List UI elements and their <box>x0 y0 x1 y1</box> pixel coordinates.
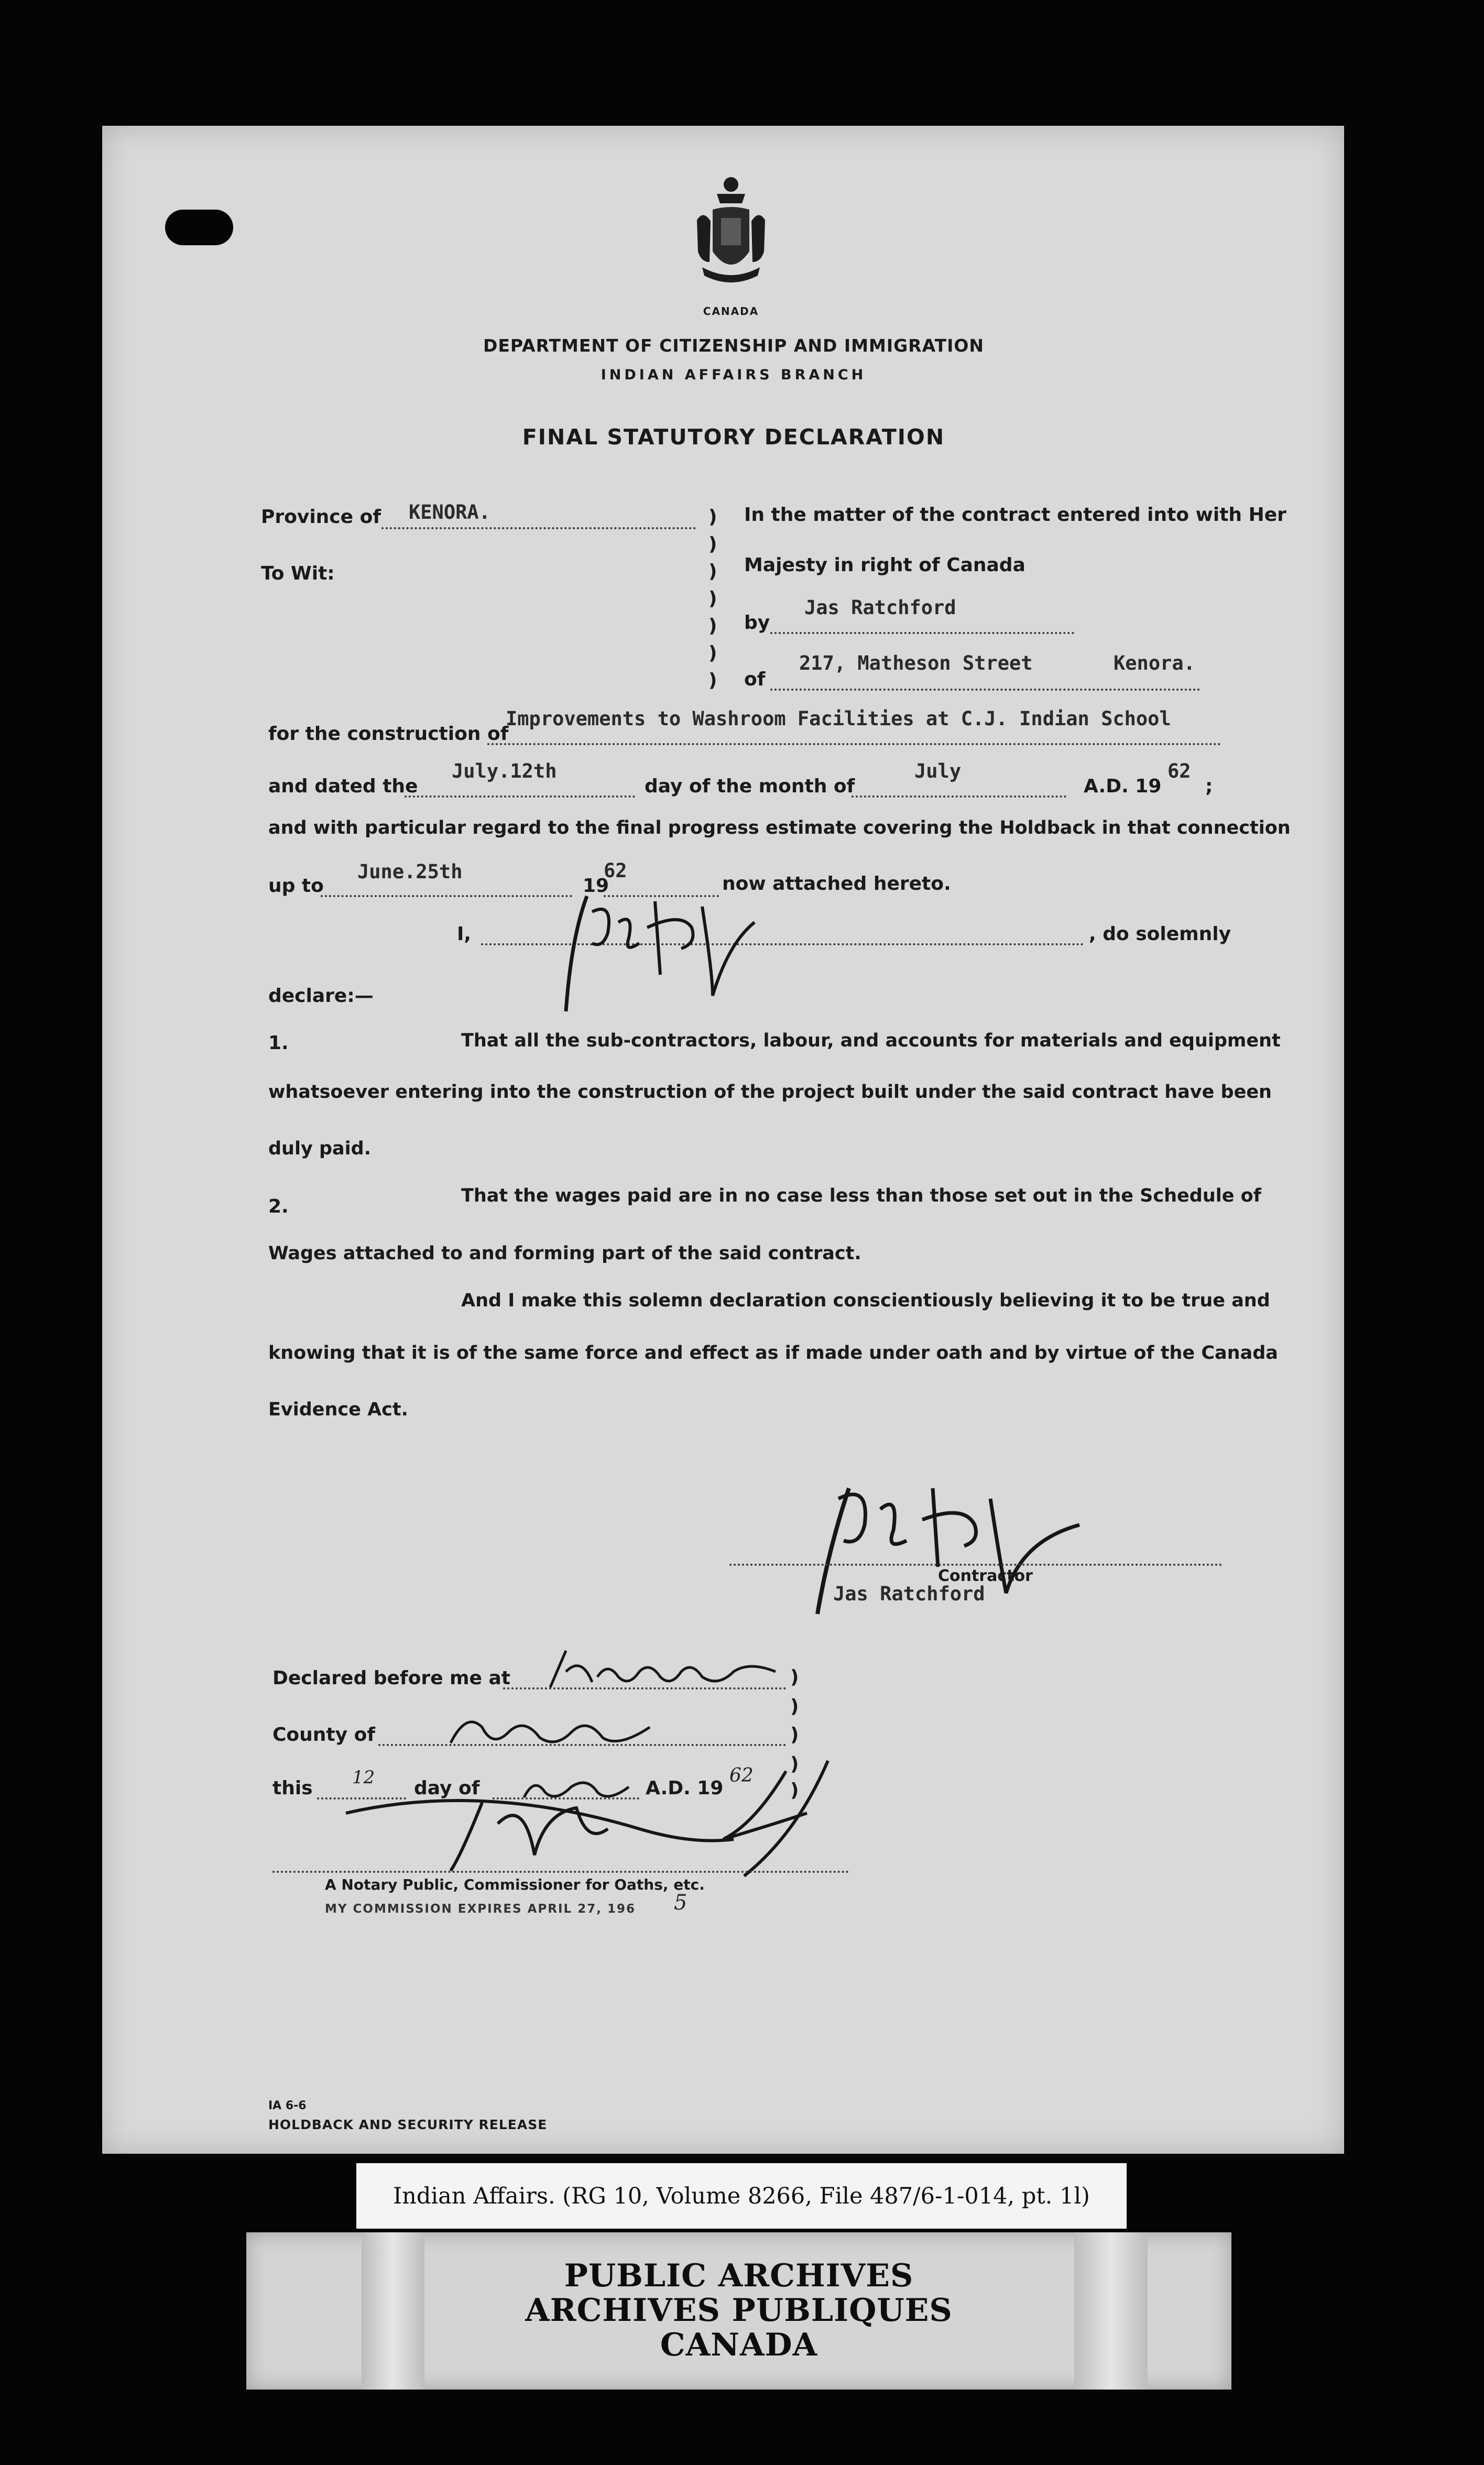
province-label: Province of <box>261 506 381 528</box>
archive-stamp-line-2: ARCHIVES PUBLIQUES <box>525 2292 953 2329</box>
day-of-label: day of <box>414 1777 480 1799</box>
form-code: IA 6-6 <box>268 2099 307 2112</box>
notary-label: A Notary Public, Commissioner for Oaths, etc. <box>325 1876 705 1893</box>
solemn-line-1: And I make this solemn declaration conscientiously believing it to be true and <box>461 1290 1270 1311</box>
month-line <box>852 795 1066 798</box>
declared-label: Declared before me at <box>272 1667 510 1689</box>
declarant-signature <box>555 891 776 1017</box>
bracket: ) <box>708 642 717 664</box>
province-line <box>381 527 696 529</box>
declare-label: declare:— <box>268 985 374 1007</box>
construction-value: Improvements to Washroom Facilities at C.J. Indian School <box>506 707 1171 730</box>
page-title: FINAL STATUTORY DECLARATION <box>522 424 945 450</box>
bracket: ) <box>790 1696 799 1717</box>
county-label: County of <box>272 1724 376 1746</box>
contractor-printed-name: Jas Ratchford <box>833 1583 985 1605</box>
declared-ad-label: A.D. 19 <box>646 1777 724 1799</box>
regard-line: and with particular regard to the final progress estimate covering the Holdback in that connection <box>268 817 1291 838</box>
bracket: ) <box>790 1780 799 1801</box>
matter-line-2: Majesty in right of Canada <box>744 554 1025 576</box>
clause-1-line-1: That all the sub-contractors, labour, and accounts for materials and equipment <box>461 1030 1281 1051</box>
construction-label: for the construction of <box>268 723 509 745</box>
notary-signature <box>325 1750 859 1886</box>
matter-line-1: In the matter of the contract entered into with Her <box>744 504 1286 526</box>
contractor-name-value: Jas Ratchford <box>804 596 956 619</box>
province-value: KENORA. <box>409 501 490 523</box>
commission-label: MY COMMISSION EXPIRES APRIL 27, 196 <box>325 1902 636 1916</box>
clause-2-line-2: Wages attached to and forming part of the said contract. <box>268 1243 861 1264</box>
declared-ad-year-value: 62 <box>729 1765 754 1786</box>
form-name: HOLDBACK AND SECURITY RELEASE <box>268 2117 548 2132</box>
bracket: ) <box>708 615 717 637</box>
dated-label: and dated the <box>268 776 418 797</box>
of-line <box>770 689 1200 691</box>
coat-of-arms-icon <box>692 173 770 299</box>
department-heading: DEPARTMENT OF CITIZENSHIP AND IMMIGRATION <box>483 335 985 356</box>
construction-line <box>487 743 1221 745</box>
bracket: ) <box>790 1666 799 1688</box>
country-label: CANADA <box>703 305 759 318</box>
clause-1-line-2: whatsoever entering into the construction of the project built under the said contract have been <box>268 1082 1272 1103</box>
bracket: ) <box>708 533 717 555</box>
month-label: day of the month of <box>645 776 855 797</box>
archive-stamp <box>246 2232 1231 2390</box>
this-day-value: 12 <box>352 1767 375 1788</box>
contractor-signature-line <box>729 1564 1222 1566</box>
of-label: of <box>744 669 766 690</box>
attached-label: now attached hereto. <box>722 873 951 895</box>
to-wit-label: To Wit: <box>261 563 335 584</box>
by-label: by <box>744 612 770 634</box>
address-street-value: 217, Matheson Street <box>799 652 1033 674</box>
contractor-role-label: Contractor <box>938 1567 1033 1585</box>
solemnly-label: , do solemnly <box>1089 923 1231 945</box>
bracket: ) <box>790 1724 799 1746</box>
branch-heading: INDIAN AFFAIRS BRANCH <box>601 367 867 383</box>
bracket: ) <box>708 670 717 691</box>
upto-year-label: 19 <box>583 875 609 897</box>
dated-line <box>405 795 635 798</box>
commission-year-value: 5 <box>674 1891 688 1915</box>
month-value: July <box>914 760 962 782</box>
bracket: ) <box>708 506 717 528</box>
bracket: ) <box>790 1753 799 1775</box>
archive-reference-label <box>356 2163 1127 2229</box>
solemn-line-2: knowing that it is of the same force and effect as if made under oath and by virtue of the Canada <box>268 1343 1278 1364</box>
archive-reference-text: Indian Affairs. (RG 10, Volume 8266, File 487/6-1-014, pt. 1l) <box>393 2183 1090 2209</box>
clause-2-line-1: That the wages paid are in no case less than those set out in the Schedule of <box>461 1185 1261 1206</box>
upto-line <box>321 895 572 897</box>
solemn-line-3: Evidence Act. <box>268 1399 408 1420</box>
county-handwriting <box>445 1706 655 1753</box>
clause-1-number: 1. <box>268 1032 289 1054</box>
upto-value: June.25th <box>357 860 463 883</box>
archive-stamp-line-1: PUBLIC ARCHIVES <box>564 2257 914 2294</box>
ad-label: A.D. 19 <box>1084 776 1162 797</box>
i-label: I, <box>457 923 472 945</box>
by-line <box>770 632 1074 634</box>
notary-signature-line <box>272 1871 849 1873</box>
bracket: ) <box>708 588 717 609</box>
upto-label: up to <box>268 875 324 897</box>
upto-year-value: 62 <box>604 859 627 882</box>
ad-suffix: ; <box>1205 776 1213 797</box>
declared-place-handwriting <box>545 1640 786 1698</box>
dated-value: July.12th <box>452 760 557 782</box>
punch-hole <box>165 210 233 245</box>
clause-2-number: 2. <box>268 1196 289 1217</box>
address-city-value: Kenora. <box>1114 652 1195 674</box>
this-label: this <box>272 1777 313 1799</box>
bracket: ) <box>708 561 717 582</box>
archive-stamp-line-3: CANADA <box>660 2327 818 2363</box>
clause-1-line-3: duly paid. <box>268 1138 371 1159</box>
ad-year-value: 62 <box>1167 760 1191 782</box>
